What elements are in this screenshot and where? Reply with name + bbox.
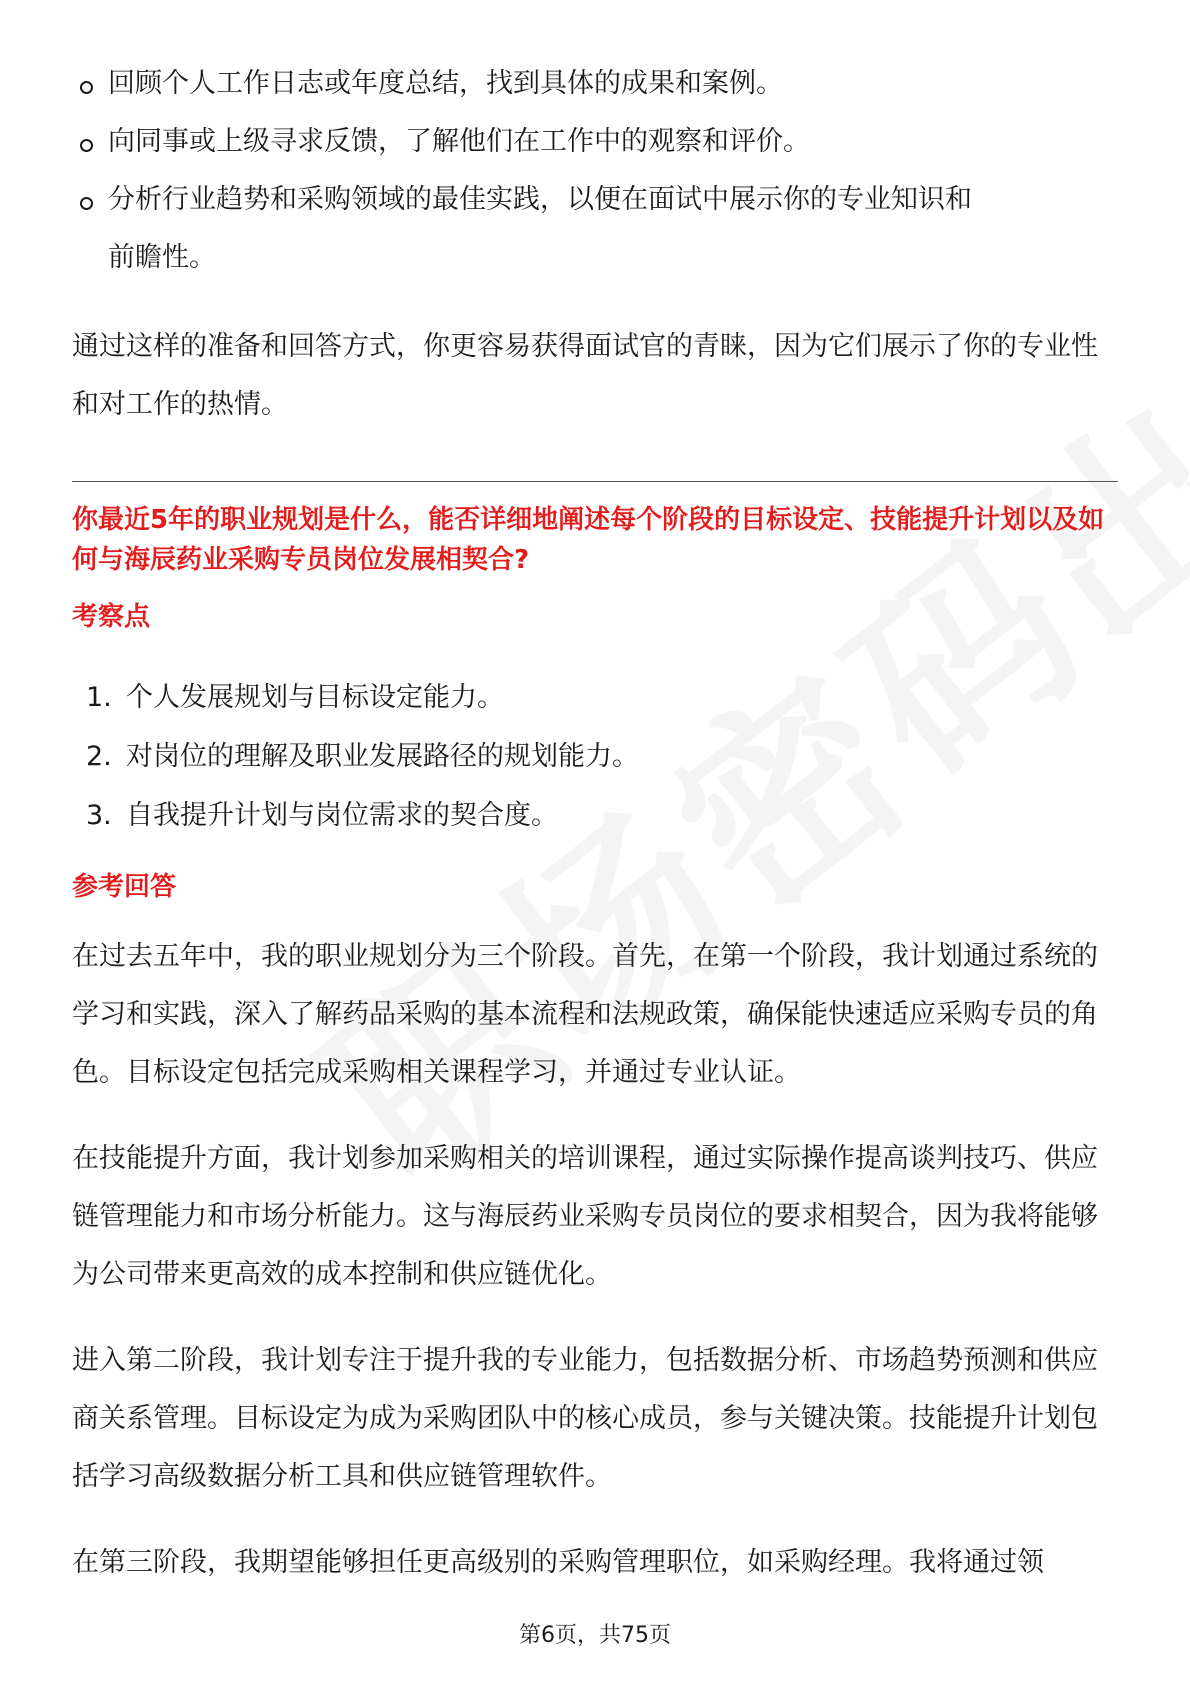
focus-title: 考察点 — [72, 602, 151, 632]
bullet-circle-icon — [80, 197, 93, 210]
summary-paragraph: 通过这样的准备和回答方式，你更容易获得面试官的青睐，因为它们展示了你的专业性和对工作的热情。 — [72, 331, 1098, 420]
focus-list — [86, 668, 639, 845]
question-heading: 你最近5年的职业规划是什么，能否详细地阐述每个阶段的目标设定、技能提升计划以及如何与海辰药业采购专员岗位发展相契合? — [72, 505, 1105, 575]
divider — [72, 481, 1118, 482]
list-item: 分析行业趋势和采购领域的最佳实践，以便在面试中展示你的专业知识和前瞻性。 — [80, 171, 988, 287]
answer-paragraph: 在技能提升方面，我计划参加采购相关的培训课程，通过实际操作提高谈判技巧、供应链管理能力和市场分析能力。这与海辰药业采购专员岗位的要求相契合，因为我将能够为公司带来更高效的成本控制和供应链优化。 — [72, 1143, 1098, 1290]
bullet-circle-icon — [80, 139, 93, 152]
page-number: 第6页，共75页 — [519, 1623, 671, 1648]
list-item: 1. 个人发展规划与目标设定能力。 — [86, 682, 504, 713]
answer-title: 参考回答 — [72, 872, 177, 902]
answer-paragraph: 在第三阶段，我期望能够担任更高级别的采购管理职位，如采购经理。我将通过领 — [72, 1547, 1044, 1578]
list-item: 3. 自我提升计划与岗位需求的契合度。 — [86, 800, 558, 831]
bullet-circle-icon — [80, 81, 93, 94]
list-item: 2. 对岗位的理解及职业发展路径的规划能力。 — [86, 741, 639, 772]
list-item: 向同事或上级寻求反馈，了解他们在工作中的观察和评价。 — [80, 113, 1040, 171]
answer-paragraph: 进入第二阶段，我计划专注于提升我的专业能力，包括数据分析、市场趋势预测和供应商关系管理。目标设定为成为采购团队中的核心成员，参与关键决策。技能提升计划包括学习高级数据分析工具和供应链管理软件。 — [72, 1345, 1098, 1492]
answer-paragraph: 在过去五年中，我的职业规划分为三个阶段。首先，在第一个阶段，我计划通过系统的学习和实践，深入了解药品采购的基本流程和法规政策，确保能快速适应采购专员的角色。目标设定包括完成采购相关课程学习，并通过专业认证。 — [72, 941, 1098, 1088]
tips-list — [80, 55, 1040, 287]
list-item: 回顾个人工作日志或年度总结，找到具体的成果和案例。 — [80, 55, 1040, 113]
